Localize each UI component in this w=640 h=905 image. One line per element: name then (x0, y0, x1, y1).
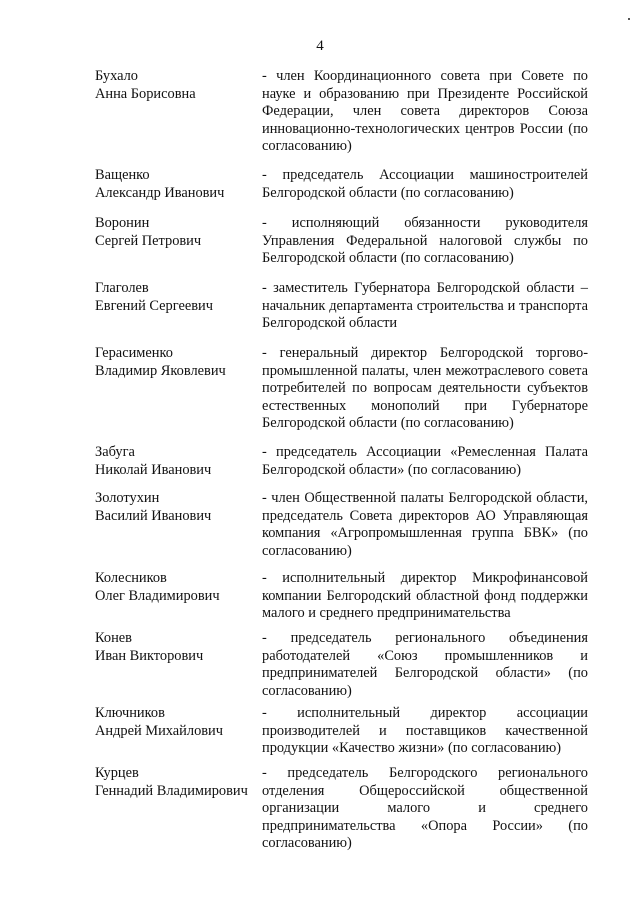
member-given-name: Сергей Петрович (95, 232, 202, 249)
member-surname: Воронин (95, 215, 150, 231)
member-name (95, 215, 255, 250)
member-given-name: Андрей Михайлович (95, 722, 223, 739)
member-role: - член Общественной палаты Белгородской области, председатель Совета директоров АО Управляющая компания «Агропромышленная группа БВК» (по согласованию) (262, 490, 588, 559)
member-name (95, 490, 255, 525)
member-role: - исполнительный директор ассоциации производителей и поставщиков качественной продукции «Качество жизни» (по согласованию) (262, 705, 588, 757)
member-given-name: Геннадий Владимирович (95, 782, 248, 799)
member-surname: Курцев (95, 765, 139, 781)
member-name (95, 705, 255, 740)
member-name (95, 167, 255, 202)
member-role: - председатель Ассоциации машиностроителей Белгородской области (по согласованию) (262, 167, 588, 201)
member-surname: Ключников (95, 705, 165, 721)
member-role: - исполняющий обязанности руководителя Управления Федеральной налоговой службы по Белгородской области (по согласованию) (262, 215, 588, 267)
member-name (95, 630, 255, 665)
member-surname: Глаголев (95, 280, 149, 296)
member-surname: Конев (95, 630, 132, 646)
member-name (95, 345, 255, 380)
member-given-name: Иван Викторович (95, 647, 204, 664)
member-given-name: Олег Владимирович (95, 587, 220, 604)
scan-mark (628, 18, 630, 20)
member-role: - член Координационного совета при Совете по науке и образованию при Президенте Российской Федерации, член совета директоров Союза инновационно-технологических центров России (по согласованию) (262, 68, 588, 155)
member-role: - председатель Белгородского регионального отделения Общероссийской общественной организации малого и среднего предпринимательства «Опора России» (по согласованию) (262, 765, 588, 852)
member-role: - председатель регионального объединения работодателей «Союз промышленников и предпринимателей Белгородской области» (по согласованию) (262, 630, 588, 699)
member-name (95, 444, 255, 479)
member-given-name: Евгений Сергеевич (95, 297, 213, 314)
member-surname: Бухало (95, 68, 138, 84)
member-surname: Ващенко (95, 167, 150, 183)
member-role: - заместитель Губернатора Белгородской области – начальник департамента строительства и транспорта Белгородской области (262, 280, 588, 332)
member-surname: Герасименко (95, 345, 173, 361)
member-given-name: Василий Иванович (95, 507, 212, 524)
member-given-name: Николай Иванович (95, 461, 212, 478)
member-name (95, 280, 255, 315)
page-number: 4 (316, 38, 324, 54)
member-given-name: Владимир Яковлевич (95, 362, 226, 379)
member-name (95, 570, 255, 605)
member-surname: Золотухин (95, 490, 160, 506)
member-name (95, 765, 255, 800)
member-role: - председатель Ассоциации «Ремесленная Палата Белгородской области» (по согласованию) (262, 444, 588, 478)
member-role: - генеральный директор Белгородской торгово-промышленной палаты, член межотраслевого совета потребителей по вопросам деятельности субъектов естественных монополий при Губернаторе Белгородской области (по согласованию) (262, 345, 588, 432)
member-role: - исполнительный директор Микрофинансовой компании Белгородский областной фонд поддержки малого и среднего предпринимательства (262, 570, 588, 622)
member-surname: Забуга (95, 444, 135, 460)
member-given-name: Анна Борисовна (95, 85, 196, 102)
member-surname: Колесников (95, 570, 167, 586)
member-given-name: Александр Иванович (95, 184, 225, 201)
member-name (95, 68, 255, 103)
